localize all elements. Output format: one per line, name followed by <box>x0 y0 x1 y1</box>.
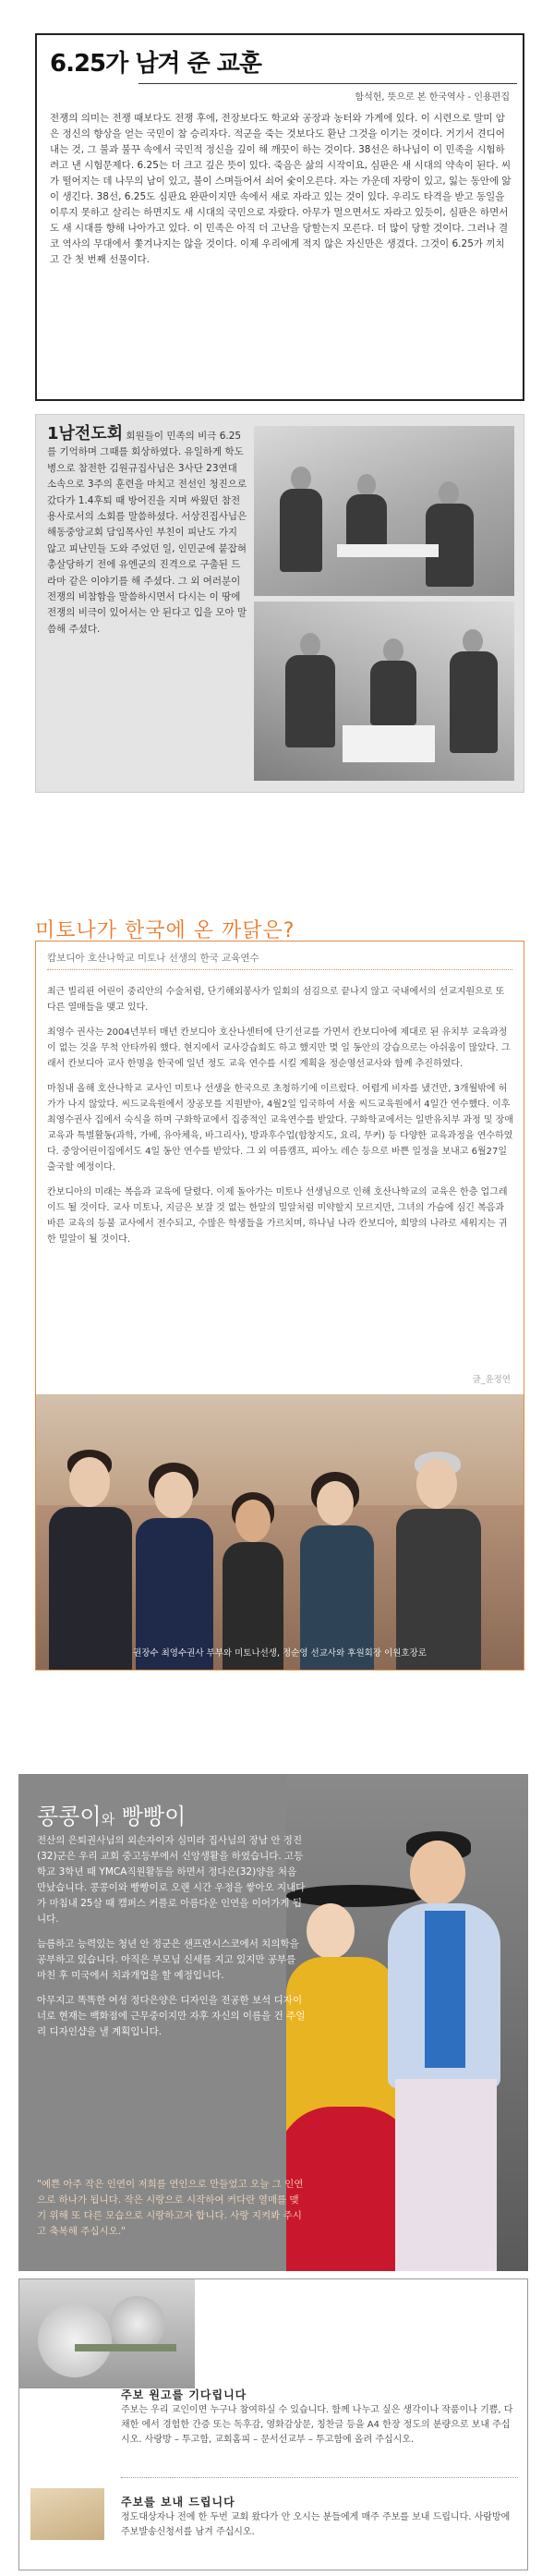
bulletin-notices <box>18 2278 528 2570</box>
wedding-title-a: 콩콩이 <box>37 1804 102 1829</box>
wedding-body <box>37 1833 307 2049</box>
article-byline: 함석헌, 뜻으로 본 한국역사 - 인용편집 <box>355 92 510 103</box>
mitona-writer: 글_윤정연 <box>472 1375 511 1385</box>
mens-fellowship-article <box>35 414 524 793</box>
mitona-article-title: 미토나가 한국에 온 까닭은? <box>35 919 295 942</box>
wedding-paragraph: 전산의 은퇴권사님의 외손자이자 심미라 집사님의 장남 안 정진(32)군은 우리 교회 중고등부에서 신앙생활을 하였습니다. 고등학교 3학년 때 YMCA직원활동을 하면서 정다은(32)양을 처음 만났습니다. 콩콩이와 빵빵이로 오랜 시간 우정을 쌓아오 지내다가 마침내 25살 때 캠퍼스 커플로 아름다운 인연을 이어가게 됩니다. <box>37 1835 306 1925</box>
article-lessons-of-625 <box>35 33 524 401</box>
mitona-paragraph: 마침내 올해 호산나학교 교사인 미토나 선생을 한국으로 초청하기에 이르렀다. 어렵게 비자를 냈건만, 3개월밖에 허가가 나지 않았다. 씨드교육원에서 장공모를 지원받아, 4월2일 입국하여 서울 씨드교육원에서 4일간 연수했다. 이후 최영수권사 집에서 숙식을 하며 구화학교에서 집중적인 교육연수를 받았다. 구화학교에서는 일반유치부 과정 및 장애교육과 특별활동(과학, 가베, 유아체육, 바그리사), 방과후수업(합창지도, 요리, 무커) 등 다양한 교육과정을 연수하였다. 중앙어린이집에서도 4일 동안 연수를 받았다. 그 외 여름캠프, 피아노 레슨 등으로 바쁜 일정을 보내고 6월27일 출국할 예정이다. <box>47 1084 514 1173</box>
wedding-quote: "예쁜 아주 작은 인연이 저희를 연인으로 만들었고 오늘 그 인연으로 하나가 됩니다. 작은 시랑으로 시작하여 커다란 열매를 맺기 위해 또 다른 모습으로 시랑하고자 합니다. 사랑 지켜봐 주시고 축복해 주십시오." <box>37 2179 304 2237</box>
mailing-notice-title: 주보를 보내 드립니다 <box>121 2496 235 2509</box>
wedding-title-conjunction: 와 <box>101 1811 115 1828</box>
wedding-article <box>18 1774 528 2271</box>
notice-divider <box>121 2477 518 2478</box>
article-title: 6.25가 남겨 준 교훈 <box>50 50 262 78</box>
title-underline <box>138 83 517 84</box>
fellowship-lead: 1남전도회 <box>47 424 124 444</box>
fellowship-photo-top <box>254 426 514 596</box>
group-photo-caption: 권장수 최영수권사 부부와 미토나선생, 정순영 선교사와 후원회장 이원호장로 <box>133 1648 427 1659</box>
fellowship-text <box>47 426 248 638</box>
wedding-paragraph: 아무지고 똑똑한 여성 정다은양은 디자인을 전공한 보석 디자이너로 현재는 백화점에 근무중이지만 자후 자신의 이름을 건 주얼리 디자인샵을 낼 계획입니다. <box>37 1995 306 2037</box>
mitona-subtitle: 캄보디아 호산나학교 미토나 선생의 한국 교육연수 <box>47 953 259 964</box>
article-body: 전쟁의 의미는 전쟁 때보다도 전쟁 후에, 전장보다도 학교와 공장과 농터와 가게에 있다. 이 시련으로 말미 암은 정신의 향상을 얻는 국민이 참 승리자다. 적군을 죽는 것보다도 환난 그것을 이기는 것이다. 거기서 견디어내는 것, 그 불과 불꾸 속에서 국민적 정신을 깊이 해 깨끗이 하는 것이다. 38선은 하나님이 이 민족을 시험하려고 낸 시험문제다. 6.25는 더 크고 깊은 뜻이 있다. 죽음은 삶의 시작이요, 심판은 새 시대의 약속이 된다. 씨가 떨어지는 데 나무의 남이 있고, 불이 스며들어서 쇠어 숯이오른다. 자는 가운데 자랑이 있고, 잃는 동안에 앎이 생긴다. 38선, 6.25도 심판요 완판이지만 속에서 새로 자라고 있는 것이 있다. 우리도 타격을 받고 동일을 이루지 못하고 살리는 하면지도 새 시대의 국민으로 자랐다. 아무가 멀으면서도 자라고 있듯이, 심판은 하면서도 새 시대를 향해 나아가고 있다. 이 민족은 아직 더 고난을 당할는지 모른다. 더 많이 당할 것이다. 그러나 결코 역사의 무대에서 쫓겨나지는 않을 것이다. 이제 우리에게 적지 않은 자신만은 생겼다. 그것이 6.25가 끼치고 간 첫 번째 선물이다. <box>50 113 512 265</box>
wedding-title-b: 빵빵이 <box>121 1804 187 1829</box>
mitona-paragraph: 최근 빌리핀 어린이 중리안의 수술처럼, 단기해외봉사가 일회의 섬김으로 끝나지 않고 국내에서의 선교지원으로 또 다른 열매들을 맺고 있다. <box>47 987 505 1013</box>
wedding-couple-photo <box>286 1774 528 2271</box>
mitona-paragraph: 최영수 권사는 2004년부터 매년 칸보디아 호산나센터에 단기선교를 가면서 칸보디아에 제대로 된 유치부 교육과정이 없는 것을 무척 안타까워 했다. 현지에서 교사강습회도 하고 했지만 몇 일 동안의 강습으로는 아쉬움이 많았다. 그래서 칸보디아 교사 한명을 한국에 일년 정도 교육 연수를 시킬 계획을 정순영선교사와 함께 추진하였다. <box>47 1027 511 1069</box>
wedding-title <box>37 1798 186 1830</box>
mailing-notice-body: 정도대상자나 전에 한 두번 교회 왔다가 안 오시는 분들에게 매주 주보를 보내 드립니다. 사람방에 주보발송신청서를 남겨 주십시오. <box>121 2512 511 2537</box>
manuscript-notice-title: 주보 원고를 기다립니다 <box>121 2388 247 2401</box>
flower-photo <box>19 2279 195 2388</box>
mitona-body <box>47 984 514 1257</box>
wedding-paragraph: 늠름하고 능력있는 청년 안 정군은 샌프란시스코에서 치의학을 공부하고 있습니다. 아직은 부모님 신세를 지고 있지만 공부를 마친 후 미국에서 치과개업을 할 예정입니다. <box>37 1938 299 1981</box>
fellowship-photo-bottom <box>254 601 514 781</box>
subtitle-divider <box>47 969 512 970</box>
fellowship-body: 회원들이 민족의 비극 6.25를 기억하며 그때를 회상하였다. 유일하게 학도병으로 참전한 김원규집사님은 3사단 23연대 소속으로 3주의 훈련을 마치고 전선인 청진으로 갔다가 1.4후퇴 때 방어진을 지며 싸웠던 참전용사로서의 소회를 말씀하셨다. 서상진집사님은 해동중앙교회 담임목사인 부친이 피난도 가지 않고 피난민들 도와 주었던 일, 인민군에 붙잡혀 총살당하기 전에 유엔군의 진격으로 구출된 드라마 같은 이야기를 해 주셨다. 그 외 여러분이 전쟁의 비참함을 말씀하시면서 다시는 이 땅에 전쟁의 비극이 있어서는 안 된다고 입을 모아 말씀해 주셨다. <box>47 431 247 635</box>
mitona-article <box>35 941 524 1671</box>
envelope-image <box>30 2488 104 2540</box>
manuscript-notice-body: 주보는 우리 교인이면 누구나 참여하실 수 있습니다. 함께 나누고 싶은 생각이나 작품이나 기쁨, 다채한 에서 경험한 간증 또는 독후감, 영화감상문, 칭찬글 등을 A4 한장 정도의 분량으로 보내 주십시오. 사랑방 – 투고함, 교회홈피 – 문서선교부 – 투고함에 올려 주십시오. <box>121 2405 513 2445</box>
mitona-paragraph: 칸보디아의 미래는 복음과 교육에 달렸다. 이제 돌아가는 미토나 선생님으로 인해 호산나학교의 교육은 한층 업그레이드 될 것이다. 교사 미토나, 지금은 보잘 것 없는 한알의 밀알처럼 미약할지 모르지만, 그녀의 가슴에 심긴 복음과 바른 교육의 등불 교사에서 전수되고, 수많은 학생들을 가르치며, 하나님 나라 칸보디아, 희망의 나라로 세워지는 귀한 밀알이 될 것이다. <box>47 1187 508 1245</box>
mitona-group-photo <box>36 1394 524 1670</box>
